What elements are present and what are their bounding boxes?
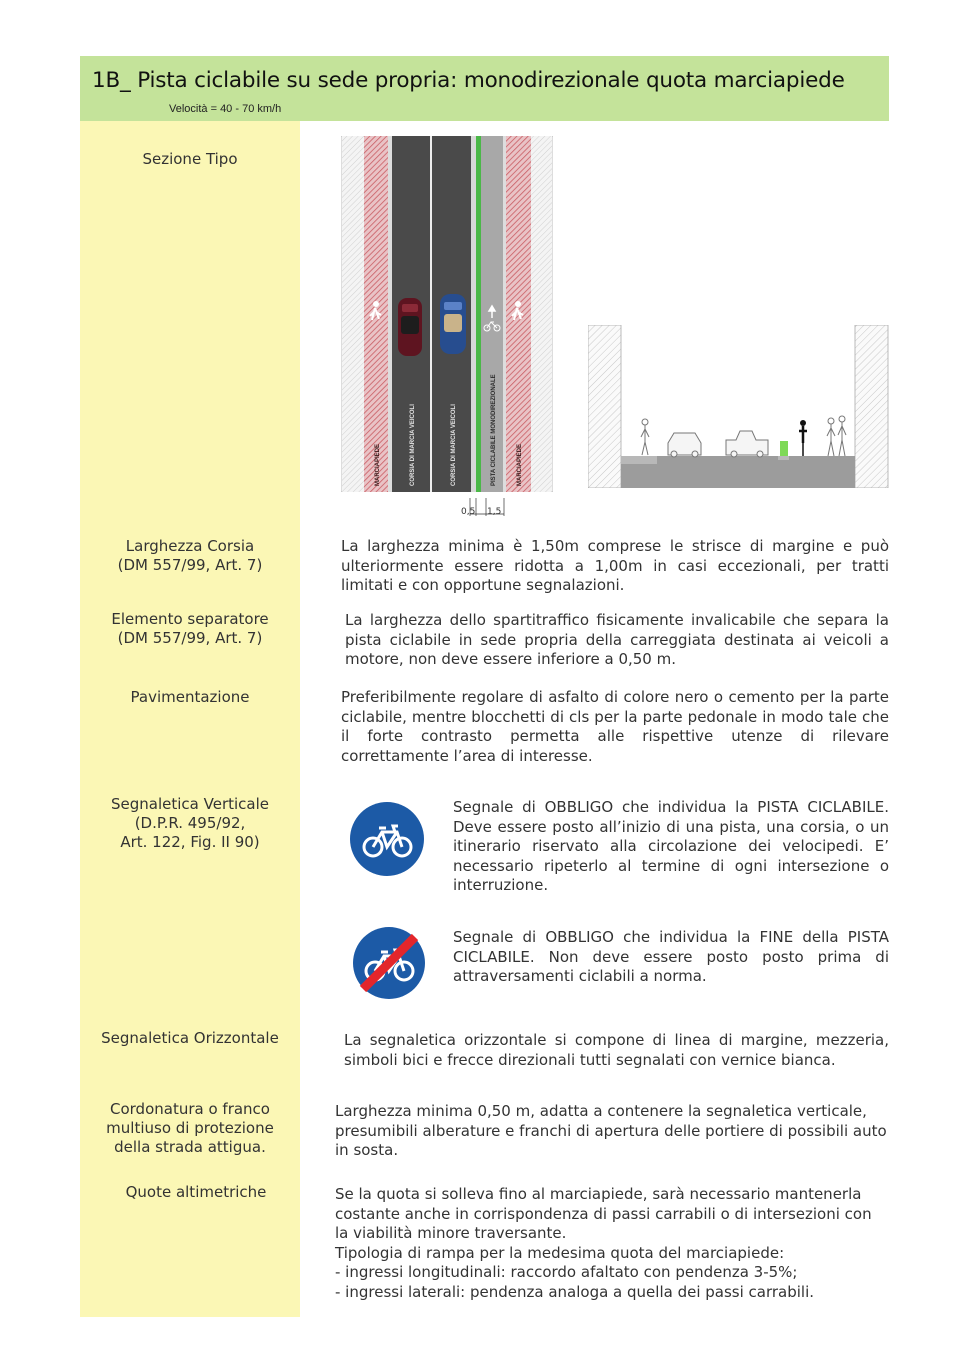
label-larghezza-line2: (DM 557/99, Art. 7) bbox=[117, 556, 263, 574]
pickup-section-icon bbox=[726, 431, 768, 457]
lane-label-sidewalk-left: MARCIAPIEDE bbox=[375, 443, 381, 486]
text-sign-start: Segnale di OBBLIGO che individua la PISTA CICLABILE. Deve essere posto all’inizio di una pista, una corsia, o un itinerario riservato alla circolazione dei velocipedi. E’ necessario ripeterlo al termine di ogni intersezione o interruzione. bbox=[453, 798, 889, 894]
separator bbox=[471, 136, 476, 492]
car-section-icon bbox=[668, 433, 701, 457]
building-left bbox=[588, 325, 621, 488]
lane-label-vehicle-2: CORSIA DI MARCIA VEICOLI bbox=[451, 404, 457, 486]
cycle-path-sign-icon bbox=[349, 801, 425, 877]
separator-green bbox=[780, 441, 788, 456]
label-verticale-line2: (D.P.R. 495/92, bbox=[134, 814, 246, 832]
label-cordonatura-line3: della strada attigua. bbox=[114, 1138, 266, 1156]
pedestrians-right-icon bbox=[827, 416, 846, 456]
label-cordonatura-line2: multiuso di protezione bbox=[106, 1119, 274, 1137]
page-title: 1B_ Pista ciclabile su sede propria: monodirezionale quota marciapiede bbox=[92, 68, 845, 93]
building-edge-left bbox=[342, 136, 364, 492]
label-cordonatura bbox=[80, 1100, 300, 1157]
label-segnaletica-orizzontale: Segnaletica Orizzontale bbox=[101, 1029, 279, 1047]
lane-label-sidewalk-right: MARCIAPIEDE bbox=[517, 443, 523, 486]
text-elemento-separatore: La larghezza dello spartitraffico fisicamente invalicabile che separa la pista ciclabile in sede propria della carreggiata destinata ai veicoli a motore, non deve essere inferiore a 0,50 m. bbox=[345, 611, 889, 668]
pedestrian-left-icon bbox=[641, 419, 649, 455]
label-pavimentazione: Pavimentazione bbox=[130, 688, 250, 706]
text-quote-item1: - ingressi longitudinali: raccordo afaltato con pendenza 3-5%; bbox=[335, 1263, 798, 1281]
label-larghezza-line1: Larghezza Corsia bbox=[125, 537, 255, 555]
bike-green-line bbox=[476, 136, 481, 492]
road-cross-section-drawing bbox=[588, 325, 889, 488]
label-quote-altimetriche: Quote altimetriche bbox=[125, 1183, 267, 1201]
dimension-a-label: 0,5 bbox=[461, 507, 476, 517]
lane-label-vehicle-1: CORSIA DI MARCIA VEICOLI bbox=[410, 404, 416, 486]
car-red-icon bbox=[398, 298, 422, 356]
text-larghezza-corsia: La larghezza minima è 1,50m comprese le strisce di margine e può ulteriormente essere ridotta a 1,00m in casi eccezionali, per tratti limitati e con opportune segnalazioni. bbox=[341, 537, 889, 594]
label-separatore-line1: Elemento separatore bbox=[111, 610, 269, 628]
sidewalk-left bbox=[364, 136, 388, 492]
road-plan-drawing bbox=[341, 136, 553, 492]
text-pavimentazione: Preferibilmente regolare di asfalto di colore nero o cemento per la parte ciclabile, mentre blocchetti di cls per la parte pedonale in modo tale che il forte contrasto permetta alle rispettive utenze di rilevare correttamente l’area di interesse. bbox=[341, 688, 889, 765]
dimension-marks bbox=[455, 498, 515, 520]
text-quote-altimetriche bbox=[335, 1185, 889, 1302]
text-quote-para1: Se la quota si solleva fino al marciapiede, sarà necessario mantenerla costante anche in corrispondenza di passi carrabili o di intersezioni con la viabilità minore traversante. bbox=[335, 1185, 872, 1242]
end-cycle-path-sign-icon bbox=[352, 926, 426, 1000]
header-band bbox=[80, 56, 889, 121]
label-larghezza-corsia bbox=[80, 537, 300, 575]
label-verticale-line1: Segnaletica Verticale bbox=[111, 795, 269, 813]
text-cordonatura: Larghezza minima 0,50 m, adatta a contenere la segnaletica verticale, presumibili alberature e franchi di apertura delle portiere di possibili auto in sosta. bbox=[335, 1102, 887, 1159]
label-sezione-tipo: Sezione Tipo bbox=[142, 150, 238, 168]
label-segnaletica-verticale bbox=[80, 795, 300, 852]
label-verticale-line3: Art. 122, Fig. II 90) bbox=[120, 833, 260, 851]
lane-label-bike-lane: PISTA CICLABILE MONODIREZIONALE bbox=[491, 374, 497, 486]
building-edge-right bbox=[531, 136, 552, 492]
cyclist-section-icon bbox=[799, 420, 807, 456]
label-cordonatura-line1: Cordonatura o franco bbox=[110, 1100, 270, 1118]
text-quote-para2: Tipologia di rampa per la medesima quota del marciapiede: bbox=[335, 1243, 785, 1262]
text-quote-item2: - ingressi laterali: pendenza analoga a quella dei passi carrabili. bbox=[335, 1282, 815, 1301]
dimension-b-label: 1,5 bbox=[487, 507, 502, 517]
label-elemento-separatore bbox=[80, 610, 300, 648]
car-blue-icon bbox=[440, 294, 466, 354]
building-right bbox=[855, 325, 888, 488]
speed-subtitle: Velocità = 40 - 70 km/h bbox=[169, 103, 282, 115]
text-segnaletica-orizzontale: La segnaletica orizzontale si compone di linea di margine, mezzeria, simboli bici e frecce direzionali tutti segnalati con vernice bianca. bbox=[344, 1031, 889, 1069]
text-sign-end: Segnale di OBBLIGO che individua la FINE della PISTA CICLABILE. Non deve essere posto posto prima di attraversamenti ciclabili a norma. bbox=[453, 928, 889, 985]
label-separatore-line2: (DM 557/99, Art. 7) bbox=[117, 629, 263, 647]
